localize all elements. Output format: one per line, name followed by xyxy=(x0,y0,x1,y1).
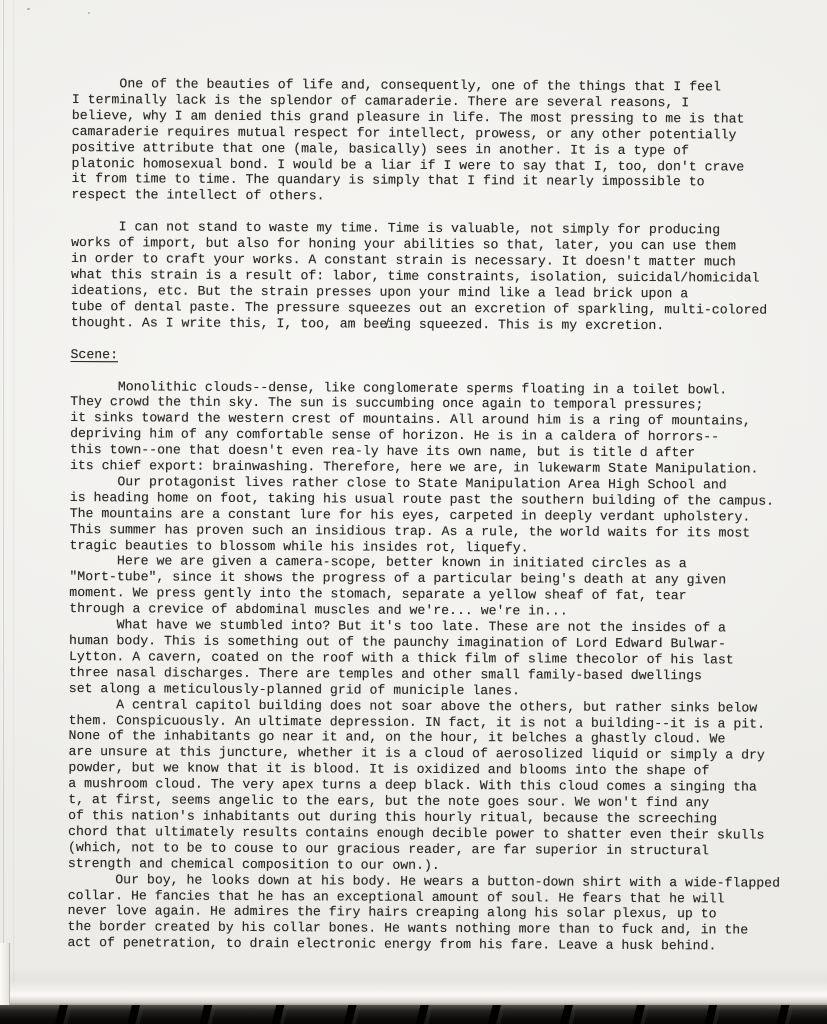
paragraph-our-boy: Our boy, he looks down at his body. He wears a button-down shirt with a wide-flapped collar. He fancies that he has an exceptional amount of soul. He fears that he will never love again. He admires the firy hairs creaping along his solar plexus, up to the border created by his collar bones. He wants nothing more than to fuck and, in the act of penetration, to drain electronic energy from his fare. Leave a husk behind. xyxy=(67,871,781,954)
paragraph-time: I can not stand to waste my time. Time is valuable, not simply for producing works of import, but also for honing your abilities so that, later, you can use them in order to craft your works. A constant strain is necessary. It doesn't matter much what this strain is a result of: labor, time constraints, isolation, suicidal/homicidal ideations, etc. But the strain presses upon your mind like a lead brick upon a tube of dental paste. The pressure squeezes out an excretion of sparkling, multi-colored thought. As I write this, I, too, am bee̸ing squeezed. This is my excretion. xyxy=(70,219,768,333)
paragraph-protagonist: Our protagonist lives rather close to State Manipulation Area High School and is heading home on foot, taking his usual route past the southern building of the campus. The mountains are a constant lure for his eyes, carpeted in deeply verdant upholstery. This summer has proven such an insidious trap. As a rule, the world waits for its most tragic beauties to blossom while his insides rot, liquefy. xyxy=(69,473,775,555)
scan-speck xyxy=(27,8,30,10)
scan-speck xyxy=(88,12,90,14)
paragraph-capitol-pit: A central capitol building does not soar above the others, but rather sinks below them. Conspicuously. An ultimate depression. IN fact, it is not a building--it is a pit. None of the inhabitants go near it and, on the hour, it belches a ghastly cloud. We are unsure at this juncture, whether it is a cloud of aerosolized liquid or simply a dry powder, but we know that it is blood. It is oxidized and blooms into the shape of a mushroom cloud. The very apex turns a deep black. With this cloud comes a singing tha t, at first, seems angelic to the ears, but the note goes sour. We won't find any of this nation's inhabitants out during this hourly ritual, because the screeching chord that ultimately results contains enough decible power to shatter even their skulls (which, not to be to couse to our gracious reader, are far superior in structural strength and chemical composition to our own.). xyxy=(67,696,766,873)
typewritten-text-block xyxy=(67,76,808,955)
paragraph-camaraderie: One of the beauties of life and, consequently, one of the things that I feel I terminally lack is the splendor of camaraderie. There are several reasons, I believe, why I am denied this grand pleasure in life. The most pressing to me is that camaraderie requires mutual respect for intellect, prowess, or any other potentially positive attribute that one (male, basically) sees in another. It is a type of platonic homosexual bond. I would be a liar if I were to say that I, too, don't crave it from time to time. The quandary is simply that I find it nearly impossible to respect the intellect of others. xyxy=(71,76,745,204)
scene-heading: Scene: xyxy=(70,346,119,362)
page-bottom-edge-highlight xyxy=(0,968,827,1006)
paragraph-monolithic-clouds: Monolithic clouds--dense, like conglomerate sperms floating in a toilet bowl. They crowd the thin sky. The sun is succumbing once again to temporal pressures; it sinks toward the western crest of mountains. All around him is a ring of mountains, depriving him of any comfortable sense of horizon. He is in a caldera of horrors-- this town--one that doesn't even rea-ly have its own name, but is title d after its chief export: brainwashing. Therefore, here we are, in lukewarm State Manipulation. xyxy=(69,378,759,477)
page-stack-edge xyxy=(0,943,10,1006)
paragraph-mort-tube: Here we are given a camera-scope, better known in initiated circles as a "Mort-tube", since it shows the progress of a particular being's death at any given moment. We press gently into the stomach, separate a yellow sheaf of fat, tear through a crevice of abdominal muscles and we're... we're in... xyxy=(69,553,727,619)
page-edge-line xyxy=(3,0,4,1006)
paragraph-stumbled-into: What have we stumbled into? But it's too late. These are not the insides of a human body. This is something out of the paunchy imagination of Lord Edward Bulwar- Lytton. A cavern, coated on the roof with a thick film of slime thecolor of his last three nasal discharges. There are temples and other small family-based dwellings set along a meticulously-planned grid of municiple lanes. xyxy=(68,617,734,699)
page-crease xyxy=(13,0,15,1006)
scanner-dark-band xyxy=(0,1005,827,1024)
